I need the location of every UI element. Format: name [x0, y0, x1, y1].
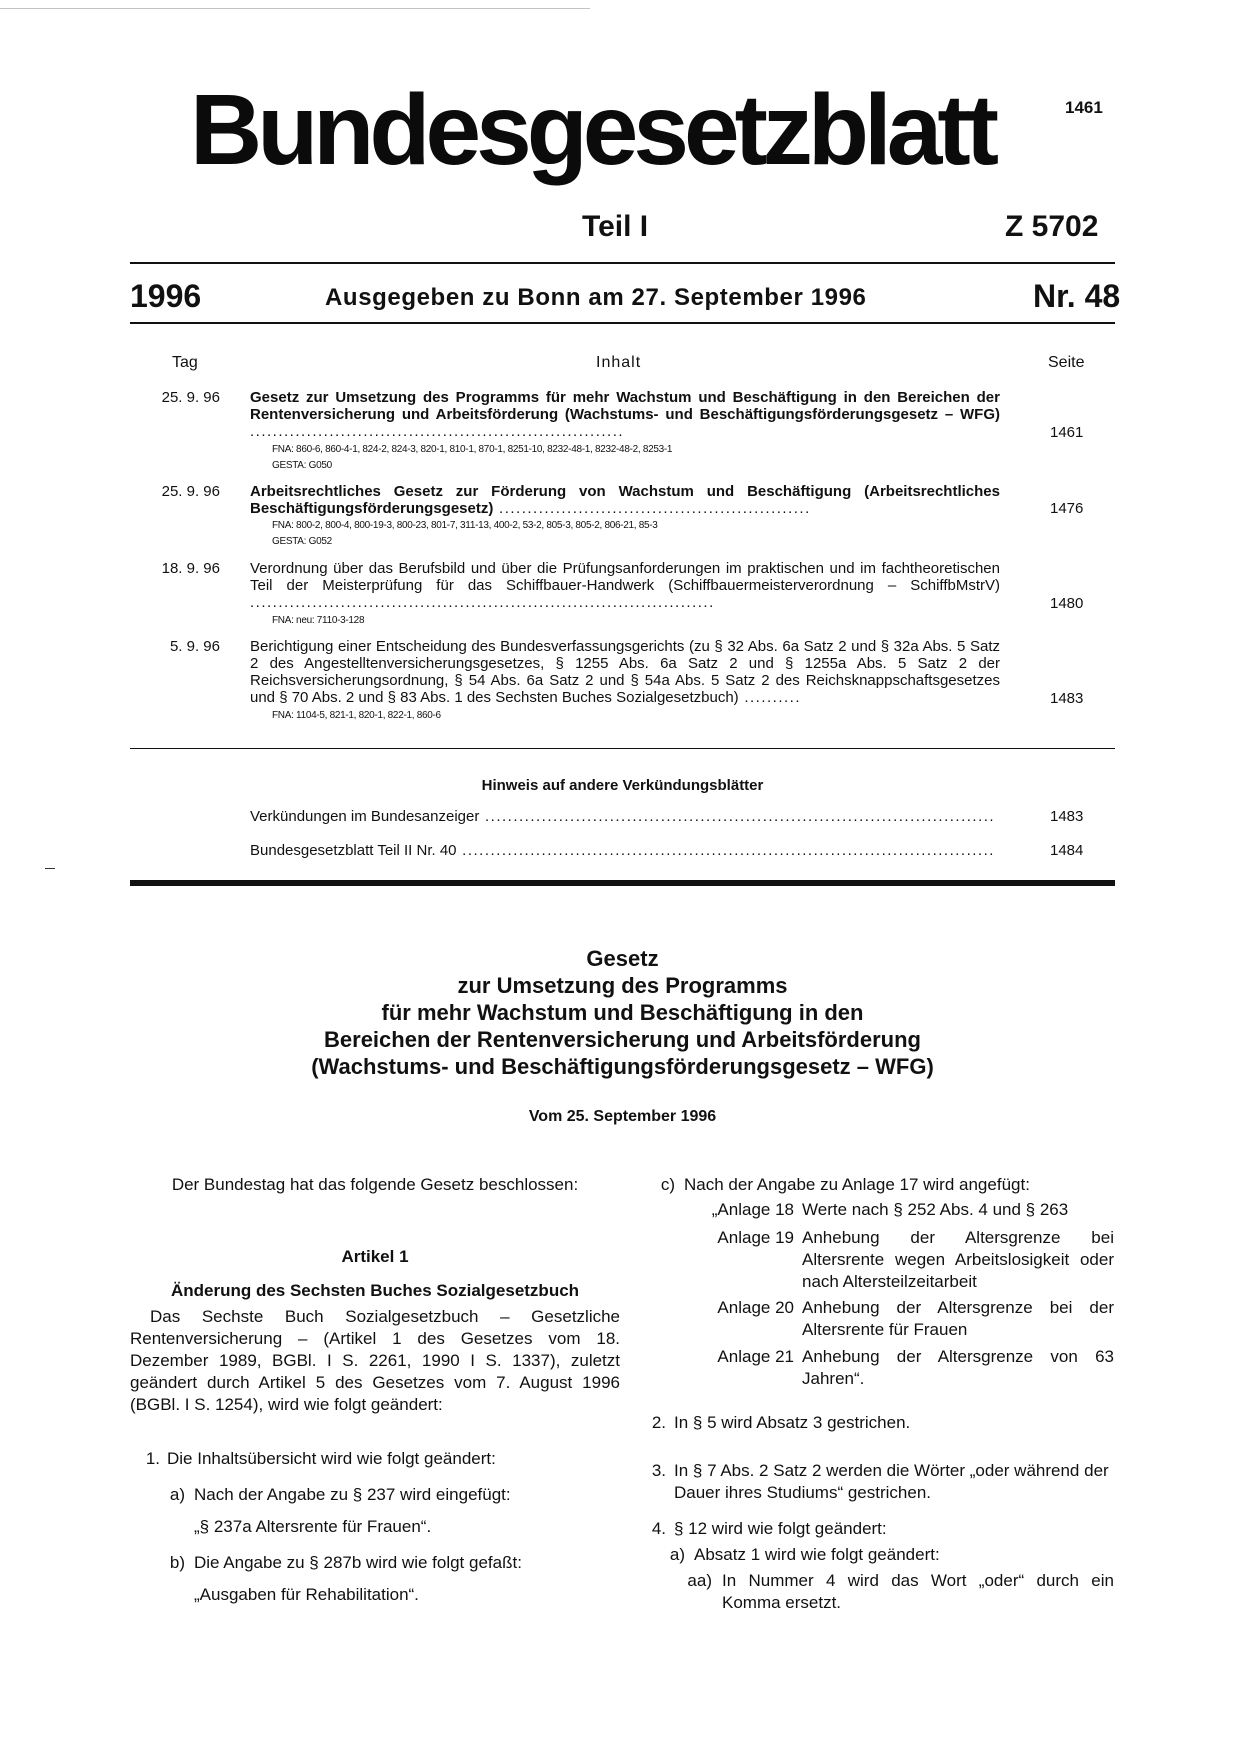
toc-divider	[130, 748, 1115, 749]
toc-header-page: Seite	[1048, 354, 1085, 371]
toc-entry-text: Arbeitsrechtliches Gesetz zur Förderung von Wachstum und Beschäftigung (Arbeitsrechtliches Beschäftigungsförderungsgesetz) .......................................................	[250, 483, 1000, 517]
subitem-text: In Nummer 4 wird das Wort „oder“ durch ein Komma ersetzt.	[722, 1571, 1114, 1612]
article-title: Artikel 1	[341, 1247, 409, 1266]
law-title-line: Bereichen der Rentenversicherung und Arbeitsförderung	[324, 1027, 921, 1052]
law-intro: Der Bundestag hat das folgende Gesetz beschlossen:	[171, 1175, 579, 1194]
item-number: 4.	[651, 1519, 666, 1538]
toc-entry-date: 18. 9. 96	[161, 560, 220, 577]
annex-label: Anlage 21	[717, 1347, 794, 1366]
law-title	[130, 945, 1115, 1080]
toc-entry-page: 1461	[1050, 424, 1084, 441]
toc-entry-fna: FNA: 800-2, 800-4, 800-19-3, 800-23, 801-7, 311-13, 400-2, 53-2, 805-3, 805-2, 806-21, 85-3	[272, 520, 658, 531]
law-title-line: für mehr Wachstum und Beschäftigung in den	[381, 1000, 864, 1025]
toc-entry-date: 25. 9. 96	[161, 389, 220, 406]
toc-entry-gesta: GESTA: G050	[272, 460, 332, 471]
subitem-text: Absatz 1 wird wie folgt geändert:	[694, 1545, 940, 1564]
subitem-text: Nach der Angabe zu § 237 wird eingefügt:	[194, 1485, 511, 1504]
issue-date: Ausgegeben zu Bonn am 27. September 1996	[325, 284, 867, 311]
law-title-line: zur Umsetzung des Programms	[457, 973, 788, 998]
hint-row: Bundesgesetzblatt Teil II Nr. 40 ..............................................................................................	[250, 842, 995, 859]
annex-label: Anlage 19	[717, 1228, 794, 1247]
subitem-text: Die Angabe zu § 287b wird wie folgt gefaßt:	[194, 1553, 522, 1572]
masthead-rule-bottom	[130, 322, 1115, 324]
toc-entry-page: 1483	[1050, 690, 1084, 707]
annex-text: Anhebung der Altersgrenze von 63 Jahren“.	[802, 1347, 1114, 1388]
toc-entry-fna: FNA: 860-6, 860-4-1, 824-2, 824-3, 820-1, 810-1, 870-1, 8251-10, 8232-48-1, 8232-48-2, 8253-1	[272, 444, 673, 455]
masthead-rule-top	[130, 262, 1115, 264]
subitem-quote: „Ausgaben für Rehabilitation“.	[194, 1585, 419, 1604]
part-label: Teil I	[582, 210, 649, 243]
subitem-letter: a)	[669, 1545, 685, 1564]
toc-entry-text: Gesetz zur Umsetzung des Programms für mehr Wachstum und Beschäftigung in den Bereichen der Rentenversicherung und Arbeitsförderung (Wachstums- und Beschäftigungsförderungsgesetz – WFG) ..................................................................	[250, 389, 1000, 440]
law-title-line: Gesetz	[586, 946, 659, 971]
annex-label: „Anlage 18	[711, 1200, 794, 1219]
subitem-letter: b)	[169, 1553, 185, 1572]
item-text: Die Inhaltsübersicht wird wie folgt geändert:	[167, 1449, 496, 1468]
toc-header-content: Inhalt	[596, 354, 642, 371]
item-number: 3.	[651, 1461, 666, 1480]
item-text: § 12 wird wie folgt geändert:	[674, 1519, 887, 1538]
item-text: In § 5 wird Absatz 3 gestrichen.	[674, 1413, 911, 1432]
toc-entry-text: Berichtigung einer Entscheidung des Bundesverfassungsgerichts (zu § 32 Abs. 6a Satz 2 und § 32a Abs. 5 Satz 2 des Angestelltenversicherungsgesetzes, § 1255 Abs. 6a Satz 2 und § 1255a Abs. 5 Satz 2 der Reichsversicherungsordnung, § 54 Abs. 6a Satz 2 und § 54a Abs. 5 Satz 2 des Reichsknappschaftsgesetzes und § 70 Abs. 2 und § 83 Abs. 1 des Sechsten Buches Sozialgesetzbuch) ..........	[250, 638, 1000, 706]
postal-code: Z 5702	[1005, 210, 1099, 243]
margin-mark	[45, 868, 55, 869]
annex-label: Anlage 20	[717, 1298, 794, 1317]
toc-entry-fna: FNA: neu: 7110-3-128	[272, 615, 365, 626]
toc-entry-date: 25. 9. 96	[161, 483, 220, 500]
issue-number: Nr. 48	[1033, 278, 1121, 314]
masthead-title: Bundesgesetzblatt	[190, 74, 995, 186]
law-title-line: (Wachstums- und Beschäftigungsförderungsgesetz – WFG)	[311, 1054, 934, 1079]
toc-header-date: Tag	[172, 354, 198, 371]
hint-row-page: 1483	[1050, 808, 1084, 825]
scan-edge-line	[0, 8, 590, 9]
toc-entry-text: Verordnung über das Berufsbild und über die Prüfungsanforderungen im praktischen und im fachtheoretischen Teil der Meisterprüfung für das Schiffbauer-Handwerk (Schiffbauermeisterverordnung – SchiffbMstrV) ..................................................................................	[250, 560, 1000, 611]
item-number: 1.	[145, 1449, 160, 1468]
toc-entry-gesta: GESTA: G052	[272, 536, 332, 547]
item-text: In § 7 Abs. 2 Satz 2 werden die Wörter „oder während der Dauer ihres Studiums“ gestrichen.	[674, 1461, 1109, 1502]
subitem-letter: a)	[169, 1485, 185, 1504]
law-date: Vom 25. September 1996	[528, 1108, 717, 1125]
article-body: Das Sechste Buch Sozialgesetzbuch – Gesetzliche Rentenversicherung – (Artikel 1 des Gesetzes vom 18. Dezember 1989, BGBl. I S. 2261, 1990 I S. 1337), zuletzt geändert durch Artikel 5 des Gesetzes vom 7. August 1996 (BGBl. I S. 1254), wird wie folgt geändert:	[130, 1307, 620, 1414]
toc-entry-fna: FNA: 1104-5, 821-1, 820-1, 822-1, 860-6	[272, 710, 441, 721]
annex-text: Anhebung der Altersgrenze bei der Altersrente für Frauen	[802, 1298, 1114, 1339]
item-number: 2.	[651, 1413, 666, 1432]
subitem-text: Nach der Angabe zu Anlage 17 wird angefügt:	[684, 1175, 1030, 1194]
article-subtitle: Änderung des Sechsten Buches Sozialgesetzbuch	[170, 1281, 580, 1300]
annex-text: Werte nach § 252 Abs. 4 und § 263	[802, 1200, 1069, 1219]
toc-entry-date: 5. 9. 96	[169, 638, 220, 655]
hint-title: Hinweis auf andere Verkündungsblätter	[481, 777, 764, 794]
hint-row: Verkündungen im Bundesanzeiger ..........................................................................................	[250, 808, 996, 825]
issue-year: 1996	[130, 278, 202, 314]
annex-text: Anhebung der Altersgrenze bei Altersrente wegen Arbeitslosigkeit oder nach Altersteilzeitarbeit	[802, 1228, 1114, 1291]
subitem-quote: „§ 237a Altersrente für Frauen“.	[194, 1517, 432, 1536]
toc-entry-page: 1476	[1050, 500, 1084, 517]
section-thick-rule	[130, 880, 1115, 886]
toc-entry-page: 1480	[1050, 595, 1084, 612]
hint-row-page: 1484	[1050, 842, 1084, 859]
page-number: 1461	[1065, 98, 1103, 117]
subitem-letter: aa)	[687, 1571, 712, 1590]
subitem-letter: c)	[660, 1175, 675, 1194]
